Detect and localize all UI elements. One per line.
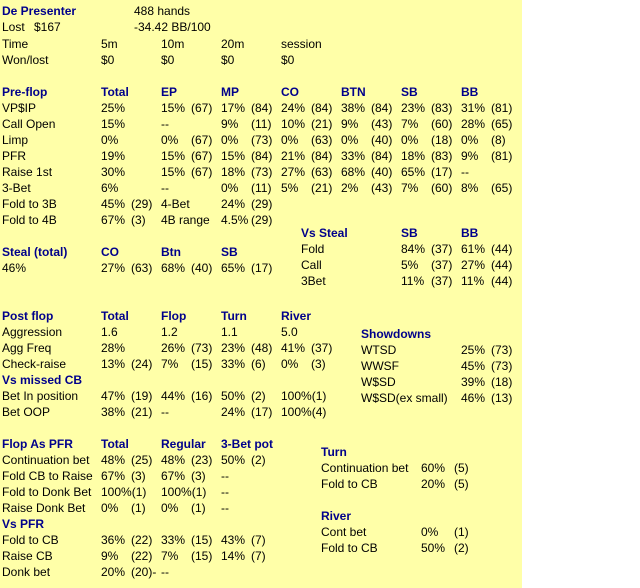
- lost-amount: $167: [34, 20, 61, 34]
- vs-pfr-row-total-count: (22): [131, 533, 153, 547]
- vs-missed-cb-row-total-count: (19): [131, 389, 153, 403]
- turn-title: Turn: [321, 445, 347, 459]
- vs-steal-row-sb-count: (37): [431, 258, 453, 272]
- preflop-row-btn-count: (43): [371, 181, 393, 195]
- postflop-row-river-count: (3): [311, 357, 326, 371]
- preflop-row-bb: 28%: [461, 117, 486, 131]
- preflop-row-co: 27%: [281, 165, 306, 179]
- turn-row-label: Fold to CB: [321, 477, 378, 491]
- postflop-row-flop-count: (73): [191, 341, 213, 355]
- vs-steal-row-bb: 61%: [461, 242, 486, 256]
- postflop-row-total-count: (24): [131, 357, 153, 371]
- postflop-row-label: Agg Freq: [2, 341, 52, 355]
- preflop-row-bb-count: (81): [491, 101, 513, 115]
- preflop-row-btn: 33%: [341, 149, 366, 163]
- vs-steal-row-bb-count: (44): [491, 274, 513, 288]
- preflop-row-btn-count: (40): [371, 133, 393, 147]
- preflop-row-mp-count: (84): [251, 101, 273, 115]
- river-row-count: (1): [454, 525, 469, 539]
- flop-pfr-row-3bet-pot: 50%: [221, 453, 246, 467]
- postflop-col-turn: Turn: [221, 309, 247, 323]
- preflop-row-bb-count: (65): [491, 181, 513, 195]
- preflop-row-co: 24%: [281, 101, 306, 115]
- flop-pfr-row-total: 0%: [101, 501, 119, 515]
- preflop-row-sb-count: (83): [431, 149, 453, 163]
- steal-title: Steal (total): [2, 245, 68, 259]
- flop-pfr-row-total-count: (3): [131, 469, 146, 483]
- preflop-row-bb-count: (65): [491, 117, 513, 131]
- flop-pfr-row-total: 67%: [101, 469, 126, 483]
- preflop-row-label: Limp: [2, 133, 29, 147]
- preflop-row-ep: --: [161, 117, 169, 131]
- steal-col-sb: SB: [221, 245, 238, 259]
- vs-missed-cb-row-turn: 24%: [221, 405, 246, 419]
- preflop-row-btn-count: (84): [371, 101, 393, 115]
- vs-steal-title: Vs Steal: [301, 226, 348, 240]
- vs-steal-row-sb-count: (37): [431, 274, 453, 288]
- fold-4b-label: Fold to 4B: [2, 213, 57, 227]
- preflop-row-sb-count: (60): [431, 181, 453, 195]
- preflop-row-mp-count: (11): [251, 117, 272, 131]
- steal-col-co: CO: [101, 245, 119, 259]
- vs-missed-cb-row-turn: 50%: [221, 389, 246, 403]
- vs-missed-cb-row-river: 100%(4): [281, 405, 327, 419]
- postflop-row-river: 41%: [281, 341, 306, 355]
- preflop-row-co: 5%: [281, 181, 299, 195]
- preflop-row-btn: 38%: [341, 101, 366, 115]
- vs-pfr-row-regular: 33%: [161, 533, 186, 547]
- preflop-col-btn: BTN: [341, 85, 366, 99]
- preflop-row-bb: 9%: [461, 149, 479, 163]
- vs-steal-row-label: Fold: [301, 242, 325, 256]
- preflop-row-bb-count: (8): [491, 133, 506, 147]
- turn-row-label: Continuation bet: [321, 461, 409, 475]
- bb100-value: -34.42 BB/100: [134, 20, 211, 34]
- vs-pfr-row-regular: --: [161, 565, 169, 579]
- showdown-row-label: W$SD(ex small): [361, 391, 448, 405]
- steal-co-value: 27%: [101, 261, 126, 275]
- turn-row-value: 20%: [421, 477, 446, 491]
- flop-pfr-title: Flop As PFR: [2, 437, 73, 451]
- preflop-row-btn-count: (43): [371, 117, 393, 131]
- preflop-row-bb: --: [461, 165, 469, 179]
- preflop-row-ep: 15%: [161, 165, 186, 179]
- four-bet-range-value: 4.5%: [221, 213, 249, 227]
- preflop-row-co-count: (63): [311, 133, 333, 147]
- fold-4b-value: 67%: [101, 213, 126, 227]
- river-row-label: Cont bet: [321, 525, 367, 539]
- showdown-row-count: (73): [491, 359, 513, 373]
- wonlost-5m: $0: [101, 53, 115, 67]
- preflop-row-total: 30%: [101, 165, 126, 179]
- preflop-row-co: 0%: [281, 133, 299, 147]
- vs-steal-col-bb: BB: [461, 226, 479, 240]
- showdown-row-label: WWSF: [361, 359, 399, 373]
- river-row-value: 50%: [421, 541, 446, 555]
- vs-pfr-row-3bet-pot: 43%: [221, 533, 246, 547]
- showdown-row-count: (13): [491, 391, 513, 405]
- flop-pfr-row-regular: 48%: [161, 453, 186, 467]
- flop-pfr-row-3bet-pot: --: [221, 469, 229, 483]
- flop-pfr-row-total: 48%: [101, 453, 126, 467]
- wonlost-20m: $0: [221, 53, 235, 67]
- preflop-row-mp: 9%: [221, 117, 239, 131]
- wonlost-label: Won/lost: [2, 53, 49, 67]
- preflop-row-btn-count: (84): [371, 149, 393, 163]
- flop-pfr-row-total-count: (25): [131, 453, 153, 467]
- preflop-col-ep: EP: [161, 85, 178, 99]
- showdown-row-label: W$SD: [361, 375, 396, 389]
- preflop-row-mp-count: (73): [251, 133, 273, 147]
- preflop-col-co: CO: [281, 85, 299, 99]
- wonlost-session: $0: [281, 53, 295, 67]
- river-title: River: [321, 509, 352, 523]
- preflop-row-ep: 15%: [161, 149, 186, 163]
- vs-steal-row-bb: 11%: [461, 274, 485, 288]
- preflop-title: Pre-flop: [2, 85, 48, 99]
- flop-pfr-row-label: Fold CB to Raise: [2, 469, 93, 483]
- vs-missed-cb-row-flop-count: (16): [191, 389, 213, 403]
- preflop-row-btn-count: (40): [371, 165, 393, 179]
- flop-pfr-row-total: 100%(1): [101, 485, 147, 499]
- flop-pfr-row-label: Continuation bet: [2, 453, 90, 467]
- postflop-row-flop: 7%: [161, 357, 179, 371]
- steal-col-btn: Btn: [161, 245, 181, 259]
- flop-pfr-row-regular-count: (23): [191, 453, 213, 467]
- preflop-col-bb: BB: [461, 85, 479, 99]
- vs-missed-cb-row-flop: 44%: [161, 389, 186, 403]
- preflop-row-label: VP$IP: [2, 101, 37, 115]
- vs-missed-cb-row-total-count: (21): [131, 405, 153, 419]
- preflop-row-bb: 8%: [461, 181, 479, 195]
- postflop-row-river: 0%: [281, 357, 299, 371]
- flop-pfr-col-total: Total: [101, 437, 129, 451]
- vs-pfr-row-3bet-pot-count: (7): [251, 549, 266, 563]
- preflop-row-mp: 17%: [221, 101, 246, 115]
- showdowns-title: Showdowns: [361, 327, 431, 341]
- vs-steal-col-sb: SB: [401, 226, 418, 240]
- vs-missed-cb-title: Vs missed CB: [2, 373, 83, 387]
- vs-steal-row-bb-count: (44): [491, 242, 513, 256]
- vs-pfr-row-label: Fold to CB: [2, 533, 59, 547]
- postflop-row-flop: 26%: [161, 341, 186, 355]
- vs-missed-cb-row-flop: --: [161, 405, 169, 419]
- preflop-row-sb: 18%: [401, 149, 426, 163]
- four-bet-count: (29): [251, 197, 273, 211]
- flop-pfr-row-3bet-pot: --: [221, 485, 229, 499]
- fold-4b-count: (3): [131, 213, 146, 227]
- showdown-row-label: WTSD: [361, 343, 397, 357]
- vs-steal-row-sb: 11%: [401, 274, 425, 288]
- postflop-row-turn: 1.1: [221, 325, 238, 339]
- showdown-row-value: 25%: [461, 343, 486, 357]
- vs-steal-row-sb: 5%: [401, 258, 419, 272]
- postflop-row-turn-count: (6): [251, 357, 266, 371]
- vs-steal-row-bb-count: (44): [491, 258, 513, 272]
- preflop-row-co-count: (84): [311, 101, 333, 115]
- preflop-row-sb: 0%: [401, 133, 419, 147]
- vs-pfr-row-total-count: (20)-: [131, 565, 157, 579]
- vs-missed-cb-row-turn-count: (17): [251, 405, 273, 419]
- vs-pfr-row-total: 36%: [101, 533, 126, 547]
- postflop-row-flop-count: (15): [191, 357, 213, 371]
- preflop-row-mp-count: (84): [251, 149, 273, 163]
- vs-steal-row-label: 3Bet: [301, 274, 326, 288]
- preflop-row-sb-count: (17): [431, 165, 453, 179]
- postflop-col-river: River: [281, 309, 312, 323]
- preflop-row-btn: 68%: [341, 165, 366, 179]
- postflop-row-label: Aggression: [2, 325, 63, 339]
- turn-row-count: (5): [454, 477, 469, 491]
- flop-pfr-row-label: Raise Donk Bet: [2, 501, 86, 515]
- preflop-row-ep: --: [161, 181, 169, 195]
- time-col-session: session: [281, 37, 322, 51]
- preflop-row-mp-count: (73): [251, 165, 273, 179]
- time-col-10m: 10m: [161, 37, 185, 51]
- preflop-col-sb: SB: [401, 85, 418, 99]
- preflop-row-co-count: (84): [311, 149, 333, 163]
- time-col-20m: 20m: [221, 37, 245, 51]
- preflop-row-co-count: (21): [311, 117, 333, 131]
- postflop-row-label: Check-raise: [2, 357, 67, 371]
- preflop-col-total: Total: [101, 85, 129, 99]
- postflop-row-total: 28%: [101, 341, 126, 355]
- preflop-row-co-count: (21): [311, 181, 333, 195]
- postflop-row-flop: 1.2: [161, 325, 178, 339]
- turn-row-value: 60%: [421, 461, 446, 475]
- preflop-row-label: Raise 1st: [2, 165, 53, 179]
- lost-label: Lost: [2, 20, 25, 34]
- preflop-row-ep-count: (67): [191, 149, 213, 163]
- preflop-row-mp: 0%: [221, 181, 239, 195]
- preflop-row-total: 0%: [101, 133, 119, 147]
- vs-pfr-row-label: Raise CB: [2, 549, 53, 563]
- postflop-row-turn: 33%: [221, 357, 246, 371]
- preflop-row-sb: 65%: [401, 165, 426, 179]
- preflop-row-bb: 31%: [461, 101, 486, 115]
- preflop-row-mp-count: (11): [251, 181, 272, 195]
- fold-3b-label: Fold to 3B: [2, 197, 57, 211]
- steal-total-value: 46%: [2, 261, 27, 275]
- preflop-row-total: 25%: [101, 101, 126, 115]
- vs-pfr-row-regular: 7%: [161, 549, 179, 563]
- preflop-row-total: 6%: [101, 181, 119, 195]
- preflop-row-sb: 7%: [401, 181, 419, 195]
- postflop-col-flop: Flop: [161, 309, 187, 323]
- preflop-row-sb-count: (18): [431, 133, 453, 147]
- flop-pfr-row-regular-count: (3): [191, 469, 206, 483]
- vs-pfr-row-total: 9%: [101, 549, 119, 563]
- preflop-row-sb: 7%: [401, 117, 419, 131]
- showdown-row-value: 39%: [461, 375, 486, 389]
- flop-pfr-row-label: Fold to Donk Bet: [2, 485, 92, 499]
- preflop-row-ep: 15%: [161, 101, 186, 115]
- flop-pfr-row-regular: 0%: [161, 501, 179, 515]
- preflop-row-mp: 15%: [221, 149, 246, 163]
- river-row-value: 0%: [421, 525, 439, 539]
- preflop-row-ep-count: (67): [191, 133, 213, 147]
- postflop-col-total: Total: [101, 309, 129, 323]
- vs-pfr-title: Vs PFR: [2, 517, 45, 531]
- preflop-row-co: 21%: [281, 149, 306, 163]
- flop-pfr-row-3bet-pot-count: (2): [251, 453, 266, 467]
- turn-row-count: (5): [454, 461, 469, 475]
- vs-pfr-row-regular-count: (15): [191, 549, 213, 563]
- preflop-row-btn: 0%: [341, 133, 359, 147]
- steal-btn-value: 68%: [161, 261, 186, 275]
- vs-pfr-row-total: 20%: [101, 565, 126, 579]
- vs-pfr-row-3bet-pot: 14%: [221, 549, 246, 563]
- showdown-row-value: 45%: [461, 359, 486, 373]
- showdown-row-count: (18): [491, 375, 513, 389]
- postflop-row-turn-count: (48): [251, 341, 273, 355]
- preflop-row-co-count: (63): [311, 165, 333, 179]
- four-bet-label: 4-Bet: [161, 197, 190, 211]
- preflop-row-btn: 9%: [341, 117, 359, 131]
- steal-btn-count: (40): [191, 261, 213, 275]
- vs-pfr-row-label: Donk bet: [2, 565, 51, 579]
- flop-pfr-row-regular-count: (1): [191, 501, 206, 515]
- showdown-row-count: (73): [491, 343, 513, 357]
- four-bet-range-label: 4B range: [161, 213, 210, 227]
- preflop-row-bb: 0%: [461, 133, 479, 147]
- preflop-row-total: 19%: [101, 149, 126, 163]
- vs-missed-cb-row-total: 47%: [101, 389, 126, 403]
- time-label: Time: [2, 37, 29, 51]
- fold-3b-value: 45%: [101, 197, 126, 211]
- postflop-row-total: 1.6: [101, 325, 118, 339]
- flop-pfr-col-3bet-pot: 3-Bet pot: [221, 437, 273, 451]
- postflop-row-river-count: (37): [311, 341, 333, 355]
- vs-pfr-row-3bet-pot-count: (7): [251, 533, 266, 547]
- preflop-row-mp: 0%: [221, 133, 239, 147]
- flop-pfr-row-regular: 67%: [161, 469, 186, 483]
- preflop-row-ep: 0%: [161, 133, 179, 147]
- fold-3b-count: (29): [131, 197, 153, 211]
- preflop-row-sb-count: (83): [431, 101, 453, 115]
- steal-sb-count: (17): [251, 261, 273, 275]
- wonlost-10m: $0: [161, 53, 175, 67]
- preflop-row-ep-count: (67): [191, 165, 213, 179]
- vs-missed-cb-row-label: Bet In position: [2, 389, 79, 403]
- postflop-title: Post flop: [2, 309, 54, 323]
- four-bet-range-count: (29): [251, 213, 273, 227]
- vs-steal-row-sb-count: (37): [431, 242, 453, 256]
- vs-missed-cb-row-total: 38%: [101, 405, 126, 419]
- steal-co-count: (63): [131, 261, 153, 275]
- preflop-col-mp: MP: [221, 85, 239, 99]
- postflop-row-turn: 23%: [221, 341, 246, 355]
- showdown-row-value: 46%: [461, 391, 486, 405]
- time-col-5m: 5m: [101, 37, 118, 51]
- preflop-row-btn: 2%: [341, 181, 359, 195]
- flop-pfr-row-3bet-pot: --: [221, 501, 229, 515]
- vs-missed-cb-row-turn-count: (2): [251, 389, 266, 403]
- vs-steal-row-sb: 84%: [401, 242, 426, 256]
- flop-pfr-row-regular: 100%(1): [161, 485, 207, 499]
- preflop-row-sb: 23%: [401, 101, 426, 115]
- preflop-row-ep-count: (67): [191, 101, 213, 115]
- four-bet-value: 24%: [221, 197, 246, 211]
- player-name: De Presenter: [2, 4, 77, 18]
- river-row-label: Fold to CB: [321, 541, 378, 555]
- vs-steal-row-label: Call: [301, 258, 322, 272]
- preflop-row-co: 10%: [281, 117, 306, 131]
- preflop-row-label: PFR: [2, 149, 26, 163]
- preflop-row-total: 15%: [101, 117, 126, 131]
- postflop-row-total: 13%: [101, 357, 126, 371]
- steal-sb-value: 65%: [221, 261, 246, 275]
- hands-count: 488 hands: [134, 4, 191, 18]
- flop-pfr-col-regular: Regular: [161, 437, 206, 451]
- preflop-row-label: 3-Bet: [2, 181, 31, 195]
- vs-missed-cb-row-river: 100%(1): [281, 389, 327, 403]
- vs-missed-cb-row-label: Bet OOP: [2, 405, 51, 419]
- river-row-count: (2): [454, 541, 469, 555]
- vs-pfr-row-total-count: (22): [131, 549, 153, 563]
- flop-pfr-row-total-count: (1): [131, 501, 146, 515]
- vs-pfr-row-regular-count: (15): [191, 533, 213, 547]
- preflop-row-bb-count: (81): [491, 149, 513, 163]
- preflop-row-label: Call Open: [2, 117, 56, 131]
- vs-steal-row-bb: 27%: [461, 258, 486, 272]
- preflop-row-mp: 18%: [221, 165, 246, 179]
- preflop-row-sb-count: (60): [431, 117, 453, 131]
- postflop-row-river: 5.0: [281, 325, 298, 339]
